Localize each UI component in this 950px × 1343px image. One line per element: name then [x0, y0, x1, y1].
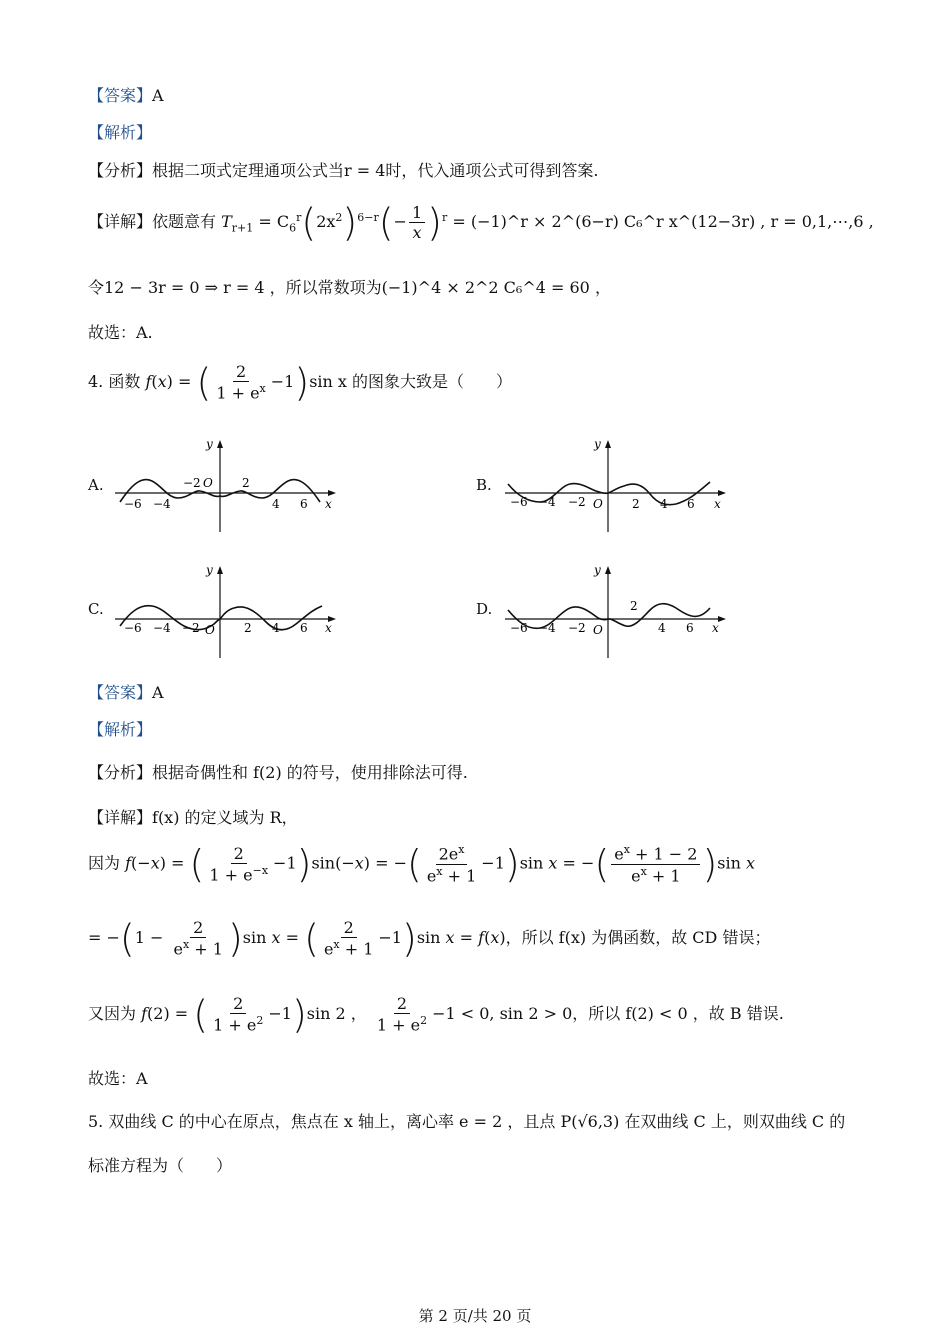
- svg-text:O: O: [593, 497, 603, 511]
- svg-text:2: 2: [632, 497, 640, 511]
- svg-text:4: 4: [660, 497, 668, 511]
- svg-text:2: 2: [242, 476, 250, 490]
- graph-a[interactable]: [110, 436, 340, 536]
- q3-analysis-line: [88, 120, 152, 143]
- svg-text:−4: −4: [153, 497, 171, 511]
- graph-d-y-label: y: [594, 563, 601, 577]
- page-footer: 第 2 页/共 20 页: [418, 1307, 532, 1325]
- q3-fenxi-text: 根据二项式定理通项公式当r = 4时，代入通项公式可得到答案.: [152, 161, 599, 180]
- svg-text:−2: −2: [182, 621, 200, 635]
- option-a-label[interactable]: A.: [88, 476, 104, 494]
- option-c-label[interactable]: C.: [88, 600, 104, 618]
- option-b-label[interactable]: B.: [476, 476, 492, 494]
- q4-analysis-line: [88, 717, 152, 740]
- graph-c-x-label: x: [325, 621, 332, 635]
- graph-b-x-label: x: [714, 497, 721, 511]
- q4-answer-tag: 【答案】: [88, 683, 153, 702]
- q4-fenxi-line: [88, 760, 468, 783]
- q3-detail-text: 依题意有: [152, 212, 217, 232]
- svg-text:−4: −4: [153, 621, 171, 635]
- svg-text:−4: −4: [538, 621, 556, 635]
- option-d-label[interactable]: D.: [476, 600, 493, 618]
- q4-fenxi-tag: 【分析】: [88, 763, 153, 782]
- q3-constant-line: 令12 − 3r = 0 ⇒ r = 4 ，所以常数项为(−1)^4 × 2^2 C₆^4 = 60 ，: [88, 278, 611, 297]
- q3-answer: A: [152, 86, 164, 105]
- svg-text:4: 4: [272, 621, 280, 635]
- svg-text:−2: −2: [568, 495, 586, 509]
- q4-detail-text: f(x) 的定义域为 R，: [152, 808, 298, 827]
- q4-also-tail: ，所以 f(2) < 0 ，故 B 错误.: [572, 1003, 784, 1023]
- svg-text:−4: −4: [538, 495, 556, 509]
- q4-answer: A: [152, 683, 164, 702]
- svg-text:4: 4: [272, 497, 280, 511]
- svg-text:−6: −6: [124, 621, 142, 635]
- graph-c-y-label: y: [206, 563, 213, 577]
- svg-text:6: 6: [300, 497, 308, 511]
- graph-a-x-label: x: [325, 497, 332, 511]
- svg-text:−6: −6: [510, 621, 528, 635]
- graph-c[interactable]: [110, 562, 340, 662]
- svg-text:4: 4: [658, 621, 666, 635]
- svg-text:6: 6: [300, 621, 308, 635]
- q4-detail-tag: 【详解】: [88, 808, 153, 827]
- q3-answer-tag: 【答案】: [88, 86, 153, 105]
- svg-text:−2: −2: [568, 621, 586, 635]
- q5-line2: 标准方程为（ ）: [88, 1156, 233, 1175]
- graph-d[interactable]: [500, 562, 730, 662]
- q4-analysis-tag: 【解析】: [88, 720, 153, 739]
- svg-text:O: O: [203, 476, 213, 490]
- q3-detail-tag: 【详解】: [88, 212, 153, 232]
- q4-because-line: 因为 f(−x) = ( $\frac{2}{1 + e^{-x}}$ −1)sin(−x) = −( $\frac{2e^x}{e^x + 1}$ −1)sin x = −( $\frac{e^x + 1 - 2}{e^x + 1}$ )sin x: [88, 842, 756, 887]
- q4-even-line: = −(1 − $\frac{2}{e^x + 1}$ )sin x = ( $\frac{2}{e^x + 1}$ −1)sin x = f(x)，所以 f(x) 为偶函数，故 CD 错误；: [88, 916, 771, 961]
- q4-also-line: 又因为 f(2) = ( $\frac{2}{1 + e^2}$ −1)sin 2 ， $\frac{2}{1 + e^2}$ −1 < 0, sin 2 > 0，所以 f(2) < 0 ，故 B 错误.: [88, 992, 784, 1037]
- q4-also-prefix: 又因为: [88, 1003, 137, 1023]
- q3-answer-line: [88, 83, 164, 106]
- q5-line1: 5. 双曲线 C 的中心在原点，焦点在 x 轴上，离心率 e = 2 ，且点 P(√6,3) 在双曲线 C 上，则双曲线 C 的: [88, 1112, 846, 1131]
- q4-even-tail: ，所以 f(x) 为偶函数，故 CD 错误；: [505, 927, 771, 947]
- q4-stem-suffix: sin x 的图象大致是（ ）: [309, 371, 513, 391]
- q3-formula-tail: = (−1)^r × 2^(6−r) C₆^r x^(12−3r) , r = 0,1,⋯,6 ,: [452, 212, 874, 232]
- svg-text:O: O: [593, 623, 603, 637]
- svg-text:−2: −2: [183, 476, 201, 490]
- svg-text:−6: −6: [124, 497, 142, 511]
- svg-text:−6: −6: [510, 495, 528, 509]
- q4-choose: 故选：A: [88, 1069, 148, 1088]
- svg-text:2: 2: [630, 599, 638, 613]
- q3-fenxi-line: [88, 158, 599, 181]
- q3-choose: 故选：A.: [88, 323, 153, 342]
- q4-answer-line: [88, 680, 164, 703]
- q4-detail-line: [88, 805, 298, 828]
- graph-d-x-label: x: [712, 621, 719, 635]
- svg-text:6: 6: [687, 497, 695, 511]
- q4-because-prefix: 因为: [88, 853, 121, 873]
- q3-detail-line: 【详解】依题意有 $T_{r+1} = C_6^r(2x^2)^{6-r}(-$ $\frac{1}{x}$ )$^r$ = (−1)^r × 2^(6−r) C₆^r x^(12−3r) , r = 0,1,⋯,6 ,: [88, 200, 874, 245]
- q4-stem: 4. 函数 f(x) = ( $\frac{2}{1 + e^x}$ −1)sin x 的图象大致是（ ）: [88, 360, 513, 405]
- q4-stem-prefix: 4. 函数: [88, 371, 141, 391]
- q4-fenxi-text: 根据奇偶性和 f(2) 的符号，使用排除法可得.: [152, 763, 468, 782]
- q3-analysis-tag: 【解析】: [88, 123, 153, 142]
- svg-text:6: 6: [686, 621, 694, 635]
- graph-b-y-label: y: [594, 437, 601, 451]
- graph-a-y-label: y: [206, 437, 213, 451]
- svg-text:O: O: [205, 623, 215, 637]
- graph-b[interactable]: [500, 436, 730, 536]
- q3-fenxi-tag: 【分析】: [88, 161, 153, 180]
- svg-text:2: 2: [244, 621, 252, 635]
